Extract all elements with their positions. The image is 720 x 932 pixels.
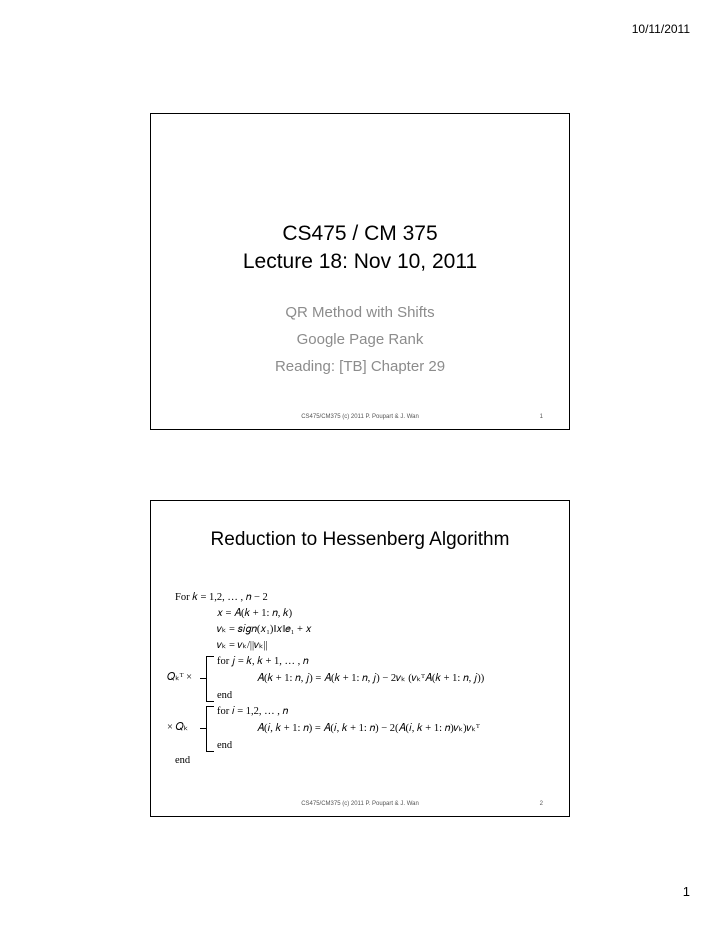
algo-step-v: 𝑣ₖ = 𝑠𝑖𝑔𝑛(𝑥₁)‖𝑥‖𝑒₁ + 𝑥 — [217, 624, 312, 635]
algo-update-left: 𝐴(𝑘 + 1: 𝑛, 𝑗) = 𝐴(𝑘 + 1: 𝑛, 𝑗) − 2𝑣ₖ (𝑣ₖᵀ𝐴(𝑘 + 1: 𝑛, 𝑗)) — [257, 673, 485, 684]
algo-step-x: 𝑥 = 𝐴(𝑘 + 1: 𝑛, 𝑘) — [217, 608, 293, 619]
algo-right-label: × 𝑄ₖ — [167, 722, 189, 733]
slide-1-subtitle-line: Reading: [TB] Chapter 29 — [274, 358, 446, 375]
slide-1-title — [151, 220, 569, 276]
algo-update-right: 𝐴(𝑖, 𝑘 + 1: 𝑛) = 𝐴(𝑖, 𝑘 + 1: 𝑛) − 2(𝐴(𝑖, 𝑘 + 1: 𝑛)𝑣ₖ)𝑣ₖᵀ — [257, 723, 480, 734]
algo-for-outer: For 𝑘 = 1,2, … , 𝑛 − 2 — [175, 592, 268, 603]
slide-1-subtitle-line: QR Method with Shifts — [285, 304, 435, 321]
slide-1-subtitle — [151, 299, 569, 380]
left-brace — [206, 656, 214, 702]
algorithm-block — [151, 501, 569, 816]
slide-1-subtitle-line: Google Page Rank — [296, 331, 424, 348]
slide-2-number: 2 — [539, 801, 543, 807]
page-number: 1 — [682, 884, 690, 899]
slide-1 — [150, 113, 570, 430]
slide-2-title: Reduction to Hessenberg Algorithm — [210, 529, 510, 550]
slide-1-title-line-1: CS475 / CM 375 — [282, 222, 438, 245]
slide-1-number: 1 — [539, 414, 543, 420]
slide-1-footer: CS475/CM375 (c) 2011 P. Poupart & J. Wan — [301, 414, 419, 420]
right-brace — [206, 706, 214, 752]
right-brace-tip — [200, 728, 206, 729]
slide-1-title-line-2: Lecture 18: Nov 10, 2011 — [242, 250, 478, 273]
left-brace-tip — [200, 678, 206, 679]
algo-end-j: end — [217, 690, 233, 701]
slide-2-footer: CS475/CM375 (c) 2011 P. Poupart & J. Wan — [301, 801, 419, 807]
algo-end-i: end — [217, 740, 233, 751]
slide-2 — [150, 500, 570, 817]
algo-end-outer: end — [175, 755, 191, 766]
page-date: 10/11/2011 — [631, 22, 690, 36]
algo-step-norm: 𝑣ₖ = 𝑣ₖ/||𝑣ₖ|| — [217, 640, 268, 651]
algo-left-label: 𝑄ₖᵀ × — [167, 672, 193, 683]
algo-for-i: for 𝑖 = 1,2, … , 𝑛 — [217, 706, 289, 717]
algo-for-j: for 𝑗 = 𝑘, 𝑘 + 1, … , 𝑛 — [217, 656, 309, 667]
